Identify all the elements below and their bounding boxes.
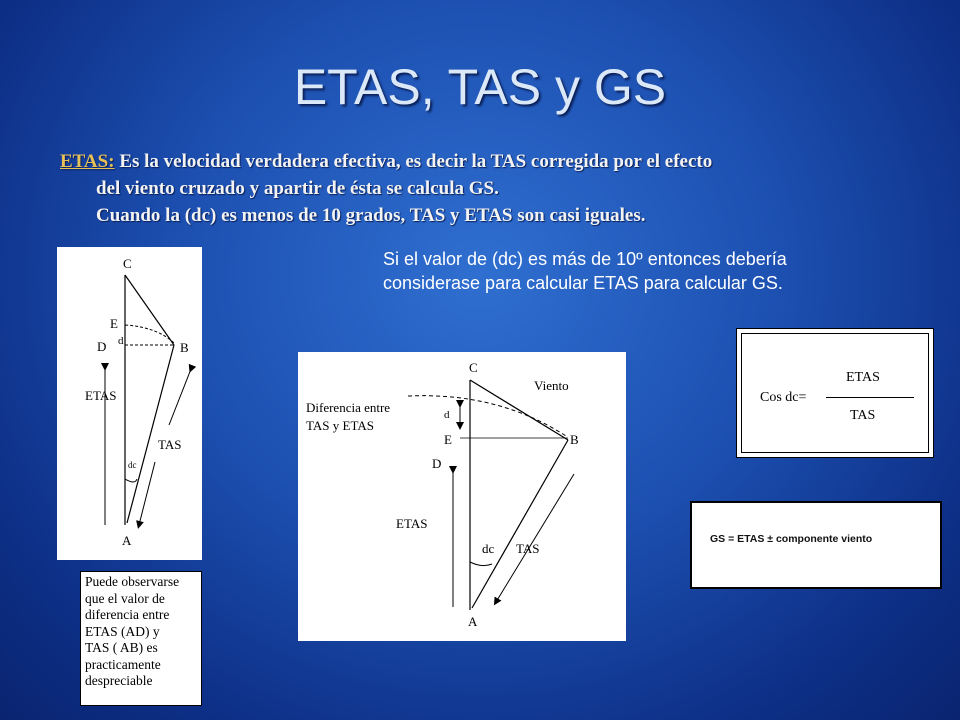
tas-arrow-lower bbox=[139, 462, 155, 525]
center-diagram-svg bbox=[298, 352, 626, 641]
definition-line-2: del viento cruzado y apartir de ésta se calcula GS. bbox=[96, 178, 499, 199]
cos-dc-formula-box bbox=[736, 328, 934, 458]
label-c: C bbox=[469, 360, 478, 375]
label-a: A bbox=[468, 614, 478, 629]
tas-arrow bbox=[496, 474, 574, 602]
center-vector-diagram bbox=[298, 352, 626, 641]
dc-note bbox=[383, 247, 883, 295]
label-d-small: d bbox=[444, 409, 450, 421]
observation-box bbox=[80, 571, 202, 706]
slide-title: ETAS, TAS y GS bbox=[293, 59, 667, 115]
label-d: D bbox=[432, 456, 442, 471]
gs-formula: GS = ETAS ± componente viento bbox=[710, 533, 873, 545]
label-etas: ETAS bbox=[85, 388, 117, 403]
dc-note-line-1: Si el valor de (dc) es más de 10º entonces debería bbox=[383, 249, 787, 269]
label-a: A bbox=[122, 533, 132, 548]
left-diagram-svg bbox=[57, 247, 202, 560]
label-e: E bbox=[110, 316, 118, 331]
cos-numerator: ETAS bbox=[846, 370, 880, 385]
line-cb bbox=[125, 275, 174, 345]
fraction-bar bbox=[826, 397, 914, 398]
label-d-small: d bbox=[118, 335, 124, 347]
label-diferencia-2: TAS y ETAS bbox=[306, 418, 374, 433]
label-tas: TAS bbox=[516, 541, 540, 556]
dc-note-line-2: considerase para calcular ETAS para calcular GS. bbox=[383, 273, 783, 293]
cos-denominator: TAS bbox=[850, 408, 876, 423]
cos-inner-frame bbox=[741, 333, 929, 453]
line-ba bbox=[472, 440, 568, 608]
observation-line: que el valor de bbox=[85, 590, 165, 606]
dc-arc bbox=[470, 562, 492, 566]
definition-line-3: Cuando la (dc) es menos de 10 grados, TAS y ETAS son casi iguales. bbox=[96, 205, 646, 226]
label-e: E bbox=[444, 432, 452, 447]
label-b: B bbox=[180, 340, 189, 355]
label-c: C bbox=[123, 256, 132, 271]
left-vector-diagram bbox=[57, 247, 202, 560]
cos-lhs: Cos dc= bbox=[760, 390, 807, 405]
etas-definition bbox=[60, 148, 940, 229]
line-ba bbox=[127, 345, 174, 523]
observation-line: despreciable bbox=[85, 673, 153, 688]
label-d: D bbox=[97, 339, 107, 354]
observation-line: Puede observarse bbox=[85, 574, 180, 589]
gs-formula-box bbox=[690, 501, 942, 589]
observation-line: diferencia entre bbox=[85, 607, 170, 622]
definition-line-1: Es la velocidad verdadera efectiva, es decir la TAS corregida por el efecto bbox=[114, 151, 713, 172]
label-diferencia-1: Diferencia entre bbox=[306, 400, 391, 415]
dc-arc bbox=[125, 479, 137, 482]
observation-line: practicamente bbox=[85, 656, 161, 672]
label-dc: dc bbox=[128, 460, 137, 470]
arc-viento bbox=[408, 396, 566, 436]
etas-term: ETAS: bbox=[60, 151, 115, 172]
observation-line: TAS ( AB) es bbox=[85, 640, 158, 655]
label-dc: dc bbox=[482, 541, 495, 556]
label-b: B bbox=[570, 432, 579, 447]
label-viento: Viento bbox=[534, 378, 569, 393]
label-tas: TAS bbox=[158, 437, 182, 452]
label-etas: ETAS bbox=[396, 516, 428, 531]
tas-arrow bbox=[169, 369, 191, 425]
observation-line: ETAS (AD) y bbox=[85, 623, 160, 639]
